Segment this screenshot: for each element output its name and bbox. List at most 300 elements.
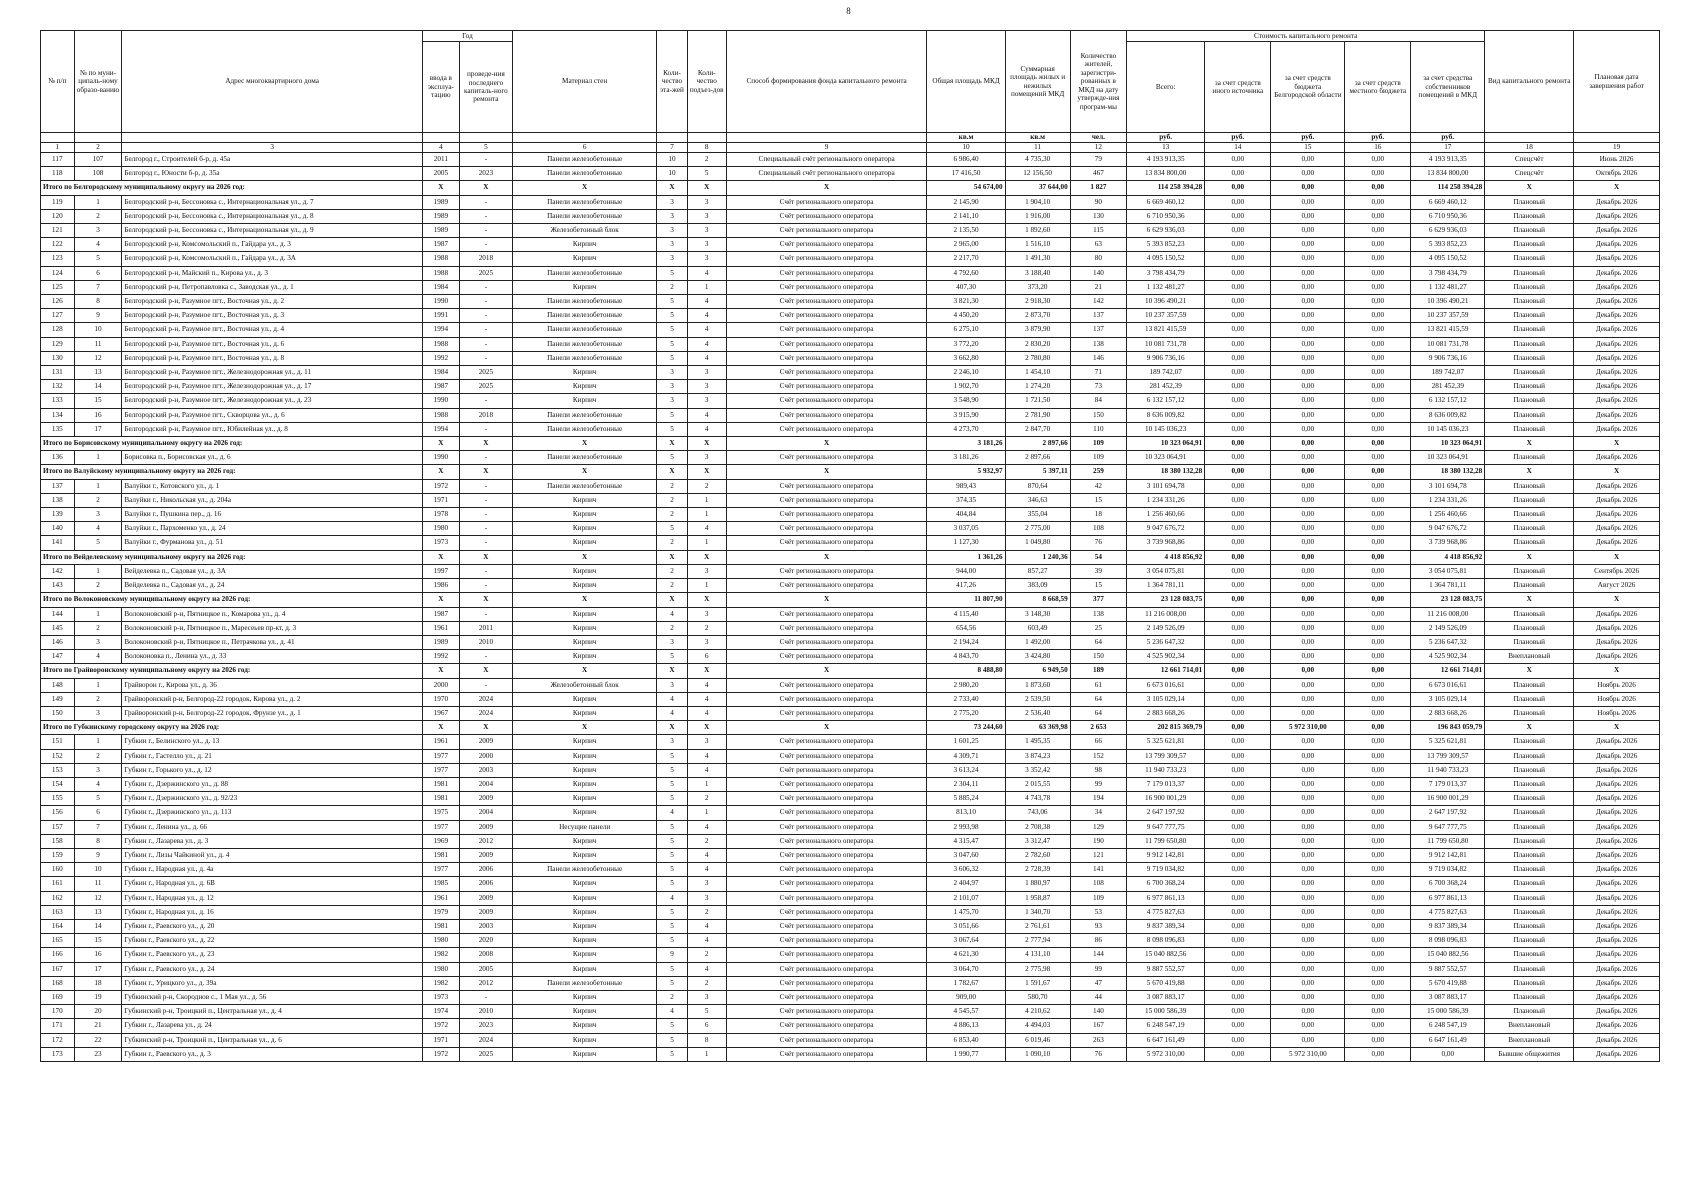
cell-last-repair-year: 2004 xyxy=(459,777,512,791)
cell-cost-total: 4 775 827,63 xyxy=(1127,905,1205,919)
cell-entrances: 2 xyxy=(687,948,726,962)
cell-last-repair-year: - xyxy=(459,337,512,351)
cell-entrances: 4 xyxy=(687,820,726,834)
cell-cost-total: 6 673 016,61 xyxy=(1127,678,1205,692)
column-number-cell: 15 xyxy=(1271,143,1345,153)
cell-row-number: 155 xyxy=(41,792,75,806)
cell-completion-date: X xyxy=(1574,721,1660,735)
cell-repair-type: Плановый xyxy=(1485,692,1574,706)
cell-row-number: 138 xyxy=(41,493,75,507)
cell-commission-year: 1986 xyxy=(422,579,459,593)
cell-cost-other: 0,00 xyxy=(1205,422,1271,436)
cell-residents: 115 xyxy=(1070,224,1126,238)
units-row xyxy=(41,133,1660,143)
cell-fund-method: Счёт регионального оператора xyxy=(726,678,927,692)
cell-entrances: X xyxy=(687,664,726,678)
cell-cost-total: 6 629 936,03 xyxy=(1127,224,1205,238)
cell-residents: 61 xyxy=(1070,678,1126,692)
cell-address: Губкин г., Народная ул., д. 6В xyxy=(122,877,423,891)
cell-entrances: 4 xyxy=(687,692,726,706)
table-row xyxy=(41,380,1660,394)
cell-cost-other: 0,00 xyxy=(1205,650,1271,664)
cell-cost-regional: 0,00 xyxy=(1271,181,1345,195)
cell-floors: X xyxy=(657,593,687,607)
cell-address: Губкинский р-н, Скороднов с., 1 Мая ул., д. 56 xyxy=(122,990,423,1004)
cell-municipal-number: 7 xyxy=(74,280,122,294)
cell-entrances: 2 xyxy=(687,153,726,167)
cell-last-repair-year: 2012 xyxy=(459,834,512,848)
cell-fund-method: X xyxy=(726,550,927,564)
cell-cost-other: 0,00 xyxy=(1205,863,1271,877)
cell-residents: 467 xyxy=(1070,167,1126,181)
cell-cost-total: 8 098 096,83 xyxy=(1127,934,1205,948)
cell-completion-date: Декабрь 2026 xyxy=(1574,777,1660,791)
cell-wall-material: Панели железобетонные xyxy=(512,337,656,351)
cell-cost-total: 11 940 733,23 xyxy=(1127,763,1205,777)
cell-total-area: 404,84 xyxy=(927,508,1005,522)
cell-entrances: 3 xyxy=(687,394,726,408)
cell-residents: 140 xyxy=(1070,266,1126,280)
cell-wall-material: X xyxy=(512,437,656,451)
cell-completion-date: Декабрь 2026 xyxy=(1574,380,1660,394)
cell-cost-regional: 5 972 310,00 xyxy=(1271,721,1345,735)
cell-municipal-number: 14 xyxy=(74,380,122,394)
table-row xyxy=(41,763,1660,777)
cell-commission-year: 1971 xyxy=(422,493,459,507)
cell-floors: 5 xyxy=(657,749,687,763)
cell-completion-date: Декабрь 2026 xyxy=(1574,337,1660,351)
cell-total-area: 3 772,20 xyxy=(927,337,1005,351)
cell-last-repair-year: - xyxy=(459,493,512,507)
table-row xyxy=(41,224,1660,238)
cell-repair-type: Плановый xyxy=(1485,777,1574,791)
cell-residents: 73 xyxy=(1070,380,1126,394)
cell-cost-other: 0,00 xyxy=(1205,536,1271,550)
cell-wall-material: Кирпич xyxy=(512,493,656,507)
cell-cost-regional: 0,00 xyxy=(1271,749,1345,763)
cell-cost-local: 0,00 xyxy=(1345,493,1411,507)
cell-cost-local: 0,00 xyxy=(1345,408,1411,422)
cell-cost-owners: 3 798 434,79 xyxy=(1411,266,1485,280)
table-header xyxy=(41,31,1660,153)
cell-premises-area: 6 949,50 xyxy=(1005,664,1070,678)
cell-last-repair-year: - xyxy=(459,678,512,692)
cell-fund-method: Счёт регионального оператора xyxy=(726,451,927,465)
cell-completion-date: Декабрь 2026 xyxy=(1574,820,1660,834)
cell-floors: X xyxy=(657,181,687,195)
cell-repair-type: Плановый xyxy=(1485,635,1574,649)
cell-cost-other: 0,00 xyxy=(1205,635,1271,649)
cell-fund-method: Счёт регионального оператора xyxy=(726,1005,927,1019)
cell-cost-regional: 0,00 xyxy=(1271,266,1345,280)
cell-address: Грайворон г., Кирова ул., д. 36 xyxy=(122,678,423,692)
cell-premises-area: 1 274,20 xyxy=(1005,380,1070,394)
cell-commission-year: 1972 xyxy=(422,479,459,493)
cell-repair-type: Плановый xyxy=(1485,792,1574,806)
col-header-premises-area: Суммарная площадь жилых и нежилых помещений МКД xyxy=(1005,31,1070,133)
cell-total-area: 1 782,67 xyxy=(927,976,1005,990)
cell-cost-total: 8 636 009,82 xyxy=(1127,408,1205,422)
cell-municipal-number: 2 xyxy=(74,209,122,223)
cell-total-area: 2 135,50 xyxy=(927,224,1005,238)
cell-last-repair-year: 2025 xyxy=(459,266,512,280)
cell-commission-year: 1972 xyxy=(422,1019,459,1033)
cell-fund-method: Счёт регионального оператора xyxy=(726,990,927,1004)
cell-cost-owners: 6 629 936,03 xyxy=(1411,224,1485,238)
cell-fund-method: Счёт регионального оператора xyxy=(726,905,927,919)
cell-last-repair-year: - xyxy=(459,394,512,408)
cell-address: Валуйки г., Фурманова ул., д. 51 xyxy=(122,536,423,550)
cell-total-area: 2 775,20 xyxy=(927,706,1005,720)
cell-cost-regional: 0,00 xyxy=(1271,976,1345,990)
table-row xyxy=(41,692,1660,706)
cell-completion-date: Декабрь 2026 xyxy=(1574,280,1660,294)
cell-cost-regional: 0,00 xyxy=(1271,153,1345,167)
cell-wall-material: Железобетонный блок xyxy=(512,224,656,238)
cell-fund-method: Счёт регионального оператора xyxy=(726,479,927,493)
cell-address: Губкин г., Народная ул., д. 4а xyxy=(122,863,423,877)
cell-row-number: 121 xyxy=(41,224,75,238)
cell-cost-total: 1 364 781,11 xyxy=(1127,579,1205,593)
cell-row-number: 172 xyxy=(41,1033,75,1047)
cell-fund-method: X xyxy=(726,721,927,735)
cell-commission-year: 1971 xyxy=(422,1033,459,1047)
cell-cost-total: 10 323 064,91 xyxy=(1127,451,1205,465)
cell-fund-method: Счёт регионального оператора xyxy=(726,422,927,436)
subtotal-label: Итого по Белгородскому муниципальному округу на 2026 год: xyxy=(41,181,423,195)
cell-floors: 4 xyxy=(657,692,687,706)
cell-cost-owners: 18 380 132,28 xyxy=(1411,465,1485,479)
cell-row-number: 145 xyxy=(41,621,75,635)
cell-fund-method: Счёт регионального оператора xyxy=(726,735,927,749)
cell-cost-regional: 0,00 xyxy=(1271,366,1345,380)
cell-residents: 109 xyxy=(1070,451,1126,465)
cell-commission-year: 1977 xyxy=(422,763,459,777)
cell-repair-type: Плановый xyxy=(1485,522,1574,536)
table-row xyxy=(41,238,1660,252)
cell-cost-other: 0,00 xyxy=(1205,195,1271,209)
cell-total-area: 6 986,40 xyxy=(927,153,1005,167)
cell-municipal-number: 20 xyxy=(74,1005,122,1019)
cell-commission-year: 1961 xyxy=(422,891,459,905)
cell-wall-material: Панели железобетонные xyxy=(512,323,656,337)
cell-entrances: 3 xyxy=(687,451,726,465)
cell-last-repair-year: X xyxy=(459,465,512,479)
cell-cost-local: 0,00 xyxy=(1345,437,1411,451)
cell-cost-total: 13 799 309,57 xyxy=(1127,749,1205,763)
cell-fund-method: Счёт регионального оператора xyxy=(726,749,927,763)
cell-fund-method: Счёт регионального оператора xyxy=(726,834,927,848)
column-number-cell: 6 xyxy=(512,143,656,153)
cell-cost-local: 0,00 xyxy=(1345,692,1411,706)
cell-floors: 2 xyxy=(657,280,687,294)
cell-completion-date: Декабрь 2026 xyxy=(1574,877,1660,891)
cell-cost-local: 0,00 xyxy=(1345,763,1411,777)
table-row xyxy=(41,522,1660,536)
cell-cost-regional: 0,00 xyxy=(1271,295,1345,309)
cell-premises-area: 857,27 xyxy=(1005,564,1070,578)
cell-cost-owners: 11 799 650,80 xyxy=(1411,834,1485,848)
cell-fund-method: Счёт регионального оператора xyxy=(726,792,927,806)
cell-wall-material: Панели железобетонные xyxy=(512,451,656,465)
cell-address: Белгород г., Юности б-р, д. 35а xyxy=(122,167,423,181)
cell-cost-other: 0,00 xyxy=(1205,295,1271,309)
cell-cost-total: 18 380 132,28 xyxy=(1127,465,1205,479)
cell-floors: 5 xyxy=(657,863,687,877)
cell-fund-method: Счёт регионального оператора xyxy=(726,891,927,905)
cell-total-area: 2 145,90 xyxy=(927,195,1005,209)
cell-municipal-number: 16 xyxy=(74,408,122,422)
cell-entrances: 4 xyxy=(687,323,726,337)
table-row xyxy=(41,1047,1660,1061)
cell-floors: 5 xyxy=(657,1019,687,1033)
cell-repair-type: Плановый xyxy=(1485,607,1574,621)
cell-entrances: 2 xyxy=(687,976,726,990)
cell-cost-local: 0,00 xyxy=(1345,678,1411,692)
cell-cost-owners: 1 234 331,26 xyxy=(1411,493,1485,507)
cell-row-number: 117 xyxy=(41,153,75,167)
cell-cost-regional: 0,00 xyxy=(1271,706,1345,720)
cell-commission-year: X xyxy=(422,664,459,678)
cell-cost-total: 15 040 882,56 xyxy=(1127,948,1205,962)
cell-last-repair-year: 2023 xyxy=(459,1019,512,1033)
cell-cost-regional: 0,00 xyxy=(1271,1019,1345,1033)
cell-last-repair-year: - xyxy=(459,522,512,536)
cell-entrances: 3 xyxy=(687,380,726,394)
cell-repair-type: Бывшие общежития xyxy=(1485,1047,1574,1061)
cell-wall-material: Кирпич xyxy=(512,536,656,550)
cell-floors: 5 xyxy=(657,962,687,976)
cell-row-number: 169 xyxy=(41,990,75,1004)
column-number-cell: 18 xyxy=(1485,143,1574,153)
cell-completion-date: Декабрь 2026 xyxy=(1574,792,1660,806)
cell-premises-area: 2 897,66 xyxy=(1005,451,1070,465)
cell-cost-regional: 0,00 xyxy=(1271,863,1345,877)
cell-cost-regional: 0,00 xyxy=(1271,962,1345,976)
cell-total-area: 2 304,11 xyxy=(927,777,1005,791)
cell-cost-local: 0,00 xyxy=(1345,508,1411,522)
cell-commission-year: 1981 xyxy=(422,792,459,806)
cell-cost-local: 0,00 xyxy=(1345,209,1411,223)
cell-cost-total: 10 145 036,23 xyxy=(1127,422,1205,436)
cell-cost-total: 10 323 064,91 xyxy=(1127,437,1205,451)
cell-total-area: 4 621,30 xyxy=(927,948,1005,962)
cell-commission-year: 1981 xyxy=(422,848,459,862)
cell-residents: 44 xyxy=(1070,990,1126,1004)
cell-row-number: 144 xyxy=(41,607,75,621)
cell-address: Губкин г., Раевского ул., д. 20 xyxy=(122,919,423,933)
cell-completion-date: Октябрь 2026 xyxy=(1574,167,1660,181)
cell-total-area: 407,30 xyxy=(927,280,1005,294)
cell-residents: 93 xyxy=(1070,919,1126,933)
cell-commission-year: 1980 xyxy=(422,962,459,976)
cell-address: Вейделевка п., Садовая ул., д. 3А xyxy=(122,564,423,578)
cell-cost-regional: 0,00 xyxy=(1271,351,1345,365)
cell-cost-regional: 0,00 xyxy=(1271,777,1345,791)
cell-cost-other: 0,00 xyxy=(1205,976,1271,990)
cell-cost-regional: 0,00 xyxy=(1271,408,1345,422)
cell-wall-material: Кирпич xyxy=(512,777,656,791)
cell-row-number: 164 xyxy=(41,919,75,933)
table-row xyxy=(41,394,1660,408)
cell-entrances: 4 xyxy=(687,962,726,976)
cell-cost-regional: 0,00 xyxy=(1271,919,1345,933)
cell-cost-total: 9 647 777,75 xyxy=(1127,820,1205,834)
cell-last-repair-year: 2025 xyxy=(459,1047,512,1061)
cell-entrances: 4 xyxy=(687,863,726,877)
cell-cost-other: 0,00 xyxy=(1205,877,1271,891)
cell-row-number: 158 xyxy=(41,834,75,848)
cell-entrances: 2 xyxy=(687,834,726,848)
cell-entrances: X xyxy=(687,550,726,564)
cell-floors: 4 xyxy=(657,1005,687,1019)
cell-cost-local: 0,00 xyxy=(1345,1047,1411,1061)
cell-municipal-number: 11 xyxy=(74,877,122,891)
cell-entrances: 1 xyxy=(687,493,726,507)
cell-address: Белгородский р-н, Майский п., Кирова ул., д. 3 xyxy=(122,266,423,280)
cell-residents: 25 xyxy=(1070,621,1126,635)
cell-cost-owners: 5 393 852,23 xyxy=(1411,238,1485,252)
cell-municipal-number: 1 xyxy=(74,195,122,209)
cell-row-number: 151 xyxy=(41,735,75,749)
cell-address: Белгородский р-н, Разумное пгт., Скворцова ул., д. 6 xyxy=(122,408,423,422)
cell-commission-year: 1970 xyxy=(422,692,459,706)
cell-cost-other: 0,00 xyxy=(1205,493,1271,507)
cell-last-repair-year: X xyxy=(459,181,512,195)
cell-commission-year: 1992 xyxy=(422,650,459,664)
unit-cell: руб. xyxy=(1345,133,1411,143)
cell-cost-owners: 0,00 xyxy=(1411,1047,1485,1061)
cell-fund-method: Счёт регионального оператора xyxy=(726,295,927,309)
cell-cost-owners: 9 912 142,81 xyxy=(1411,848,1485,862)
cell-completion-date: Декабрь 2026 xyxy=(1574,607,1660,621)
cell-floors: 3 xyxy=(657,735,687,749)
cell-cost-owners: 3 101 694,78 xyxy=(1411,479,1485,493)
cell-floors: 3 xyxy=(657,209,687,223)
cell-completion-date: Декабрь 2026 xyxy=(1574,309,1660,323)
cell-address: Губкинский р-н, Троицкий п., Центральная ул., д. 4 xyxy=(122,1005,423,1019)
cell-cost-other: 0,00 xyxy=(1205,792,1271,806)
cell-premises-area: 4 743,78 xyxy=(1005,792,1070,806)
cell-row-number: 165 xyxy=(41,934,75,948)
cell-residents: 42 xyxy=(1070,479,1126,493)
cell-last-repair-year: 2010 xyxy=(459,1005,512,1019)
cell-repair-type: Плановый xyxy=(1485,820,1574,834)
cell-entrances: 4 xyxy=(687,706,726,720)
cell-premises-area: 2 708,38 xyxy=(1005,820,1070,834)
cell-total-area: 2 733,40 xyxy=(927,692,1005,706)
cell-cost-regional: 0,00 xyxy=(1271,650,1345,664)
cell-address: Белгородский р-н, Разумное пгт., Железнодорожная ул., д. 23 xyxy=(122,394,423,408)
cell-cost-owners: 5 236 647,32 xyxy=(1411,635,1485,649)
cell-address: Белгородский р-н, Разумное пгт., Восточная ул., д. 6 xyxy=(122,337,423,351)
cell-cost-owners: 3 105 029,14 xyxy=(1411,692,1485,706)
col-header-municipal-number: № по муни-ципаль-ному образо-ванию xyxy=(74,31,122,133)
cell-cost-local: 0,00 xyxy=(1345,522,1411,536)
cell-fund-method: Счёт регионального оператора xyxy=(726,238,927,252)
cell-row-number: 135 xyxy=(41,422,75,436)
cell-cost-total: 9 912 142,81 xyxy=(1127,848,1205,862)
cell-wall-material: X xyxy=(512,593,656,607)
cell-completion-date: Декабрь 2026 xyxy=(1574,508,1660,522)
cell-wall-material: Панели железобетонные xyxy=(512,863,656,877)
cell-completion-date: Июнь 2026 xyxy=(1574,153,1660,167)
cell-floors: 5 xyxy=(657,337,687,351)
cell-fund-method: Счёт регионального оператора xyxy=(726,493,927,507)
cell-total-area: 4 886,13 xyxy=(927,1019,1005,1033)
cell-wall-material: Кирпич xyxy=(512,948,656,962)
cell-last-repair-year: 2009 xyxy=(459,735,512,749)
column-number-cell: 3 xyxy=(122,143,423,153)
cell-last-repair-year: 2003 xyxy=(459,919,512,933)
cell-cost-other: 0,00 xyxy=(1205,394,1271,408)
cell-row-number: 168 xyxy=(41,976,75,990)
cell-last-repair-year: - xyxy=(459,195,512,209)
cell-cost-regional: 0,00 xyxy=(1271,990,1345,1004)
table-row xyxy=(41,508,1660,522)
cell-row-number: 131 xyxy=(41,366,75,380)
cell-residents: 146 xyxy=(1070,351,1126,365)
unit-cell: руб. xyxy=(1127,133,1205,143)
cell-wall-material: Кирпич xyxy=(512,962,656,976)
cell-cost-total: 5 393 852,23 xyxy=(1127,238,1205,252)
cell-cost-local: 0,00 xyxy=(1345,593,1411,607)
cell-cost-other: 0,00 xyxy=(1205,408,1271,422)
cell-cost-other: 0,00 xyxy=(1205,593,1271,607)
cell-fund-method: Счёт регионального оператора xyxy=(726,934,927,948)
cell-cost-other: 0,00 xyxy=(1205,209,1271,223)
cell-commission-year: 1982 xyxy=(422,976,459,990)
cell-cost-owners: 12 661 714,01 xyxy=(1411,664,1485,678)
cell-total-area: 4 792,60 xyxy=(927,266,1005,280)
cell-cost-regional: 0,00 xyxy=(1271,792,1345,806)
cell-municipal-number: 3 xyxy=(74,763,122,777)
cell-cost-total: 9 887 552,57 xyxy=(1127,962,1205,976)
col-header-cost-other: за счет средств иного источника xyxy=(1205,42,1271,133)
cell-wall-material: Панели железобетонные xyxy=(512,351,656,365)
cell-municipal-number: 3 xyxy=(74,224,122,238)
cell-floors: 5 xyxy=(657,351,687,365)
cell-commission-year: 1974 xyxy=(422,1005,459,1019)
cell-residents: 130 xyxy=(1070,209,1126,223)
cell-municipal-number: 1 xyxy=(74,735,122,749)
cell-cost-local: 0,00 xyxy=(1345,777,1411,791)
cell-cost-local: 0,00 xyxy=(1345,976,1411,990)
cell-address: Белгородский р-н, Комсомольский п., Гайдара ул., д. 3А xyxy=(122,252,423,266)
unit-cell: руб. xyxy=(1271,133,1345,143)
cell-repair-type: Плановый xyxy=(1485,905,1574,919)
cell-floors: 3 xyxy=(657,252,687,266)
cell-wall-material: Кирпич xyxy=(512,1047,656,1061)
cell-wall-material: Кирпич xyxy=(512,366,656,380)
cell-commission-year: 1991 xyxy=(422,309,459,323)
cell-completion-date: Декабрь 2026 xyxy=(1574,1047,1660,1061)
cell-repair-type: Плановый xyxy=(1485,351,1574,365)
cell-total-area: 3 548,90 xyxy=(927,394,1005,408)
cell-cost-total: 10 237 357,59 xyxy=(1127,309,1205,323)
cell-cost-owners: 13 799 309,57 xyxy=(1411,749,1485,763)
cell-floors: 5 xyxy=(657,877,687,891)
cell-entrances: 4 xyxy=(687,919,726,933)
cell-repair-type: Плановый xyxy=(1485,976,1574,990)
cell-wall-material: Кирпич xyxy=(512,834,656,848)
cell-cost-local: 0,00 xyxy=(1345,337,1411,351)
cell-entrances: 3 xyxy=(687,891,726,905)
cell-municipal-number: 14 xyxy=(74,919,122,933)
cell-cost-owners: 5 325 621,81 xyxy=(1411,735,1485,749)
cell-premises-area: 1 916,00 xyxy=(1005,209,1070,223)
table-row xyxy=(41,948,1660,962)
